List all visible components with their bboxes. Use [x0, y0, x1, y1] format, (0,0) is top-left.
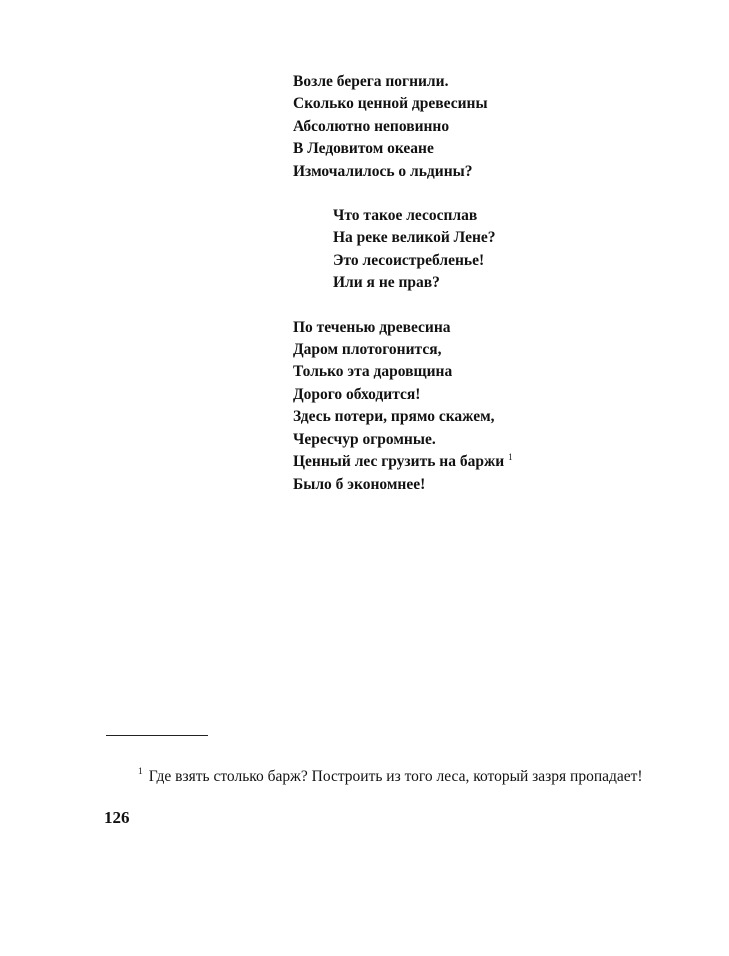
poem-line: Только эта даровщина	[293, 363, 453, 381]
poem-line: На реке великой Лене?	[333, 229, 496, 247]
stanza-1	[293, 71, 513, 183]
footnote	[106, 766, 693, 787]
poem-line: Измочалилось о льдины?	[293, 162, 473, 180]
poem-line: Было б экономнее!	[293, 475, 426, 493]
poem-line: Что такое лесосплав	[333, 207, 478, 225]
page-number: 126	[104, 808, 130, 827]
poem-line: Даром плотогонится,	[293, 341, 442, 359]
poem-line: Возле берега погнили.	[293, 73, 449, 90]
poem-line-text: Ценный лес грузить на баржи	[293, 453, 505, 471]
poem	[293, 71, 513, 496]
footnote-reference[interactable]: 1	[508, 451, 513, 462]
stanza-3	[293, 317, 513, 496]
poem-line: По теченью древесина	[293, 318, 451, 336]
poem-line-with-footnote	[293, 451, 513, 473]
footnote-divider	[106, 735, 208, 736]
poem-line: Это лесоистребленье!	[333, 251, 485, 269]
poem-line: Здесь потери, прямо скажем,	[293, 408, 495, 426]
poem-line: Сколько ценной древесины	[293, 95, 488, 113]
stanza-2	[293, 205, 513, 295]
poem-line: Абсолютно неповинно	[293, 117, 450, 135]
poem-line: В Ледовитом океане	[293, 140, 434, 158]
poem-line: Чересчур огромные.	[293, 430, 436, 448]
poem-line: Или я не прав?	[333, 274, 440, 292]
footnote-text: Где взять столько барж? Построить из того леса, который зазря пропадает!	[148, 767, 643, 785]
footnote-mark: 1	[138, 767, 143, 778]
poem-line: Дорого обходится!	[293, 385, 421, 403]
